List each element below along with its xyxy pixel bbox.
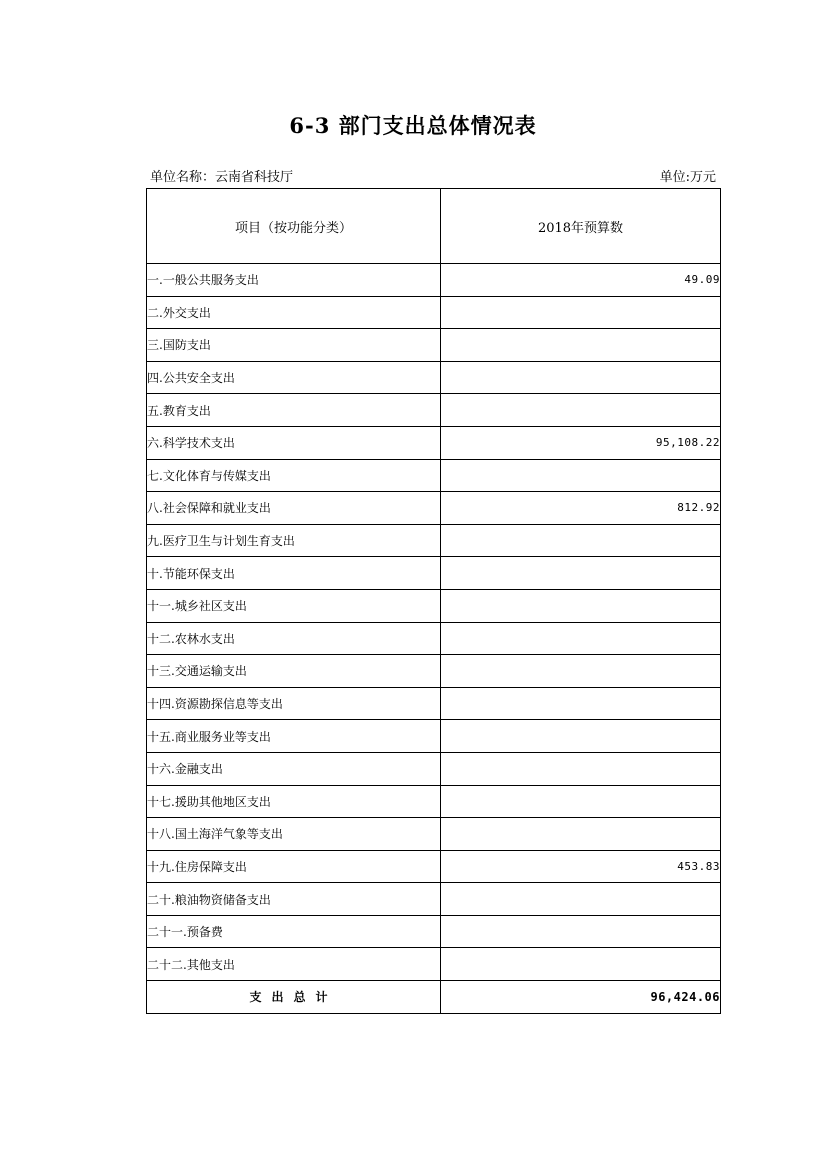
row-amount xyxy=(441,948,721,981)
row-item-label: 十一.城乡社区支出 xyxy=(147,589,441,622)
table-row xyxy=(147,296,721,329)
table-row xyxy=(147,752,721,785)
row-item-label: 十七.援助其他地区支出 xyxy=(147,785,441,818)
row-item-label: 十九.住房保障支出 xyxy=(147,850,441,883)
row-amount xyxy=(441,296,721,329)
row-amount xyxy=(441,785,721,818)
row-amount xyxy=(441,915,721,948)
row-amount xyxy=(441,557,721,590)
table-row xyxy=(147,818,721,851)
total-amount: 96,424.06 xyxy=(441,981,721,1014)
row-amount xyxy=(441,589,721,622)
row-amount xyxy=(441,459,721,492)
row-item-label: 二十一.预备费 xyxy=(147,915,441,948)
row-item-label: 十三.交通运输支出 xyxy=(147,655,441,688)
table-row xyxy=(147,655,721,688)
row-item-label: 十四.资源勘探信息等支出 xyxy=(147,687,441,720)
row-amount xyxy=(441,329,721,362)
table-row xyxy=(147,687,721,720)
table-row xyxy=(147,459,721,492)
table-row xyxy=(147,589,721,622)
row-amount xyxy=(441,524,721,557)
row-amount xyxy=(441,394,721,427)
table-row xyxy=(147,394,721,427)
row-item-label: 九.医疗卫生与计划生育支出 xyxy=(147,524,441,557)
table-row xyxy=(147,492,721,525)
unit-name-label: 单位名称：云南省科技厅 xyxy=(150,170,294,185)
column-header-item: 项目（按功能分类） xyxy=(147,189,441,264)
row-amount xyxy=(441,883,721,916)
table-row xyxy=(147,264,721,297)
row-item-label: 十六.金融支出 xyxy=(147,752,441,785)
row-item-label: 十.节能环保支出 xyxy=(147,557,441,590)
total-label: 支出总计 xyxy=(147,981,441,1014)
row-amount xyxy=(441,818,721,851)
row-item-label: 一.一般公共服务支出 xyxy=(147,264,441,297)
row-amount xyxy=(441,361,721,394)
row-item-label: 二.外交支出 xyxy=(147,296,441,329)
table-row xyxy=(147,426,721,459)
page-title: 6-3 部门支出总体情况表 xyxy=(289,113,537,138)
table-row xyxy=(147,915,721,948)
row-item-label: 二十二.其他支出 xyxy=(147,948,441,981)
row-item-label: 十二.农林水支出 xyxy=(147,622,441,655)
table-row xyxy=(147,329,721,362)
table-row xyxy=(147,361,721,394)
column-header-budget: 2018年预算数 xyxy=(441,189,721,264)
row-item-label: 三.国防支出 xyxy=(147,329,441,362)
expenditure-table xyxy=(146,188,721,1014)
table-row xyxy=(147,622,721,655)
table-row xyxy=(147,948,721,981)
row-item-label: 二十.粮油物资储备支出 xyxy=(147,883,441,916)
total-row xyxy=(147,981,721,1014)
row-amount: 453.83 xyxy=(441,850,721,883)
row-item-label: 八.社会保障和就业支出 xyxy=(147,492,441,525)
row-amount xyxy=(441,752,721,785)
row-item-label: 七.文化体育与传媒支出 xyxy=(147,459,441,492)
table-body xyxy=(147,264,721,1014)
row-amount: 95,108.22 xyxy=(441,426,721,459)
row-amount xyxy=(441,655,721,688)
row-amount: 812.92 xyxy=(441,492,721,525)
unit-label: 单位:万元 xyxy=(659,170,716,185)
table-row xyxy=(147,850,721,883)
table-row xyxy=(147,785,721,818)
row-item-label: 五.教育支出 xyxy=(147,394,441,427)
row-item-label: 十八.国土海洋气象等支出 xyxy=(147,818,441,851)
table-row xyxy=(147,720,721,753)
row-amount xyxy=(441,687,721,720)
row-item-label: 十五.商业服务业等支出 xyxy=(147,720,441,753)
row-amount: 49.09 xyxy=(441,264,721,297)
row-amount xyxy=(441,720,721,753)
table-row xyxy=(147,883,721,916)
table-row xyxy=(147,524,721,557)
row-amount xyxy=(441,622,721,655)
table-row xyxy=(147,557,721,590)
row-item-label: 四.公共安全支出 xyxy=(147,361,441,394)
table-header-row xyxy=(147,189,721,264)
row-item-label: 六.科学技术支出 xyxy=(147,426,441,459)
